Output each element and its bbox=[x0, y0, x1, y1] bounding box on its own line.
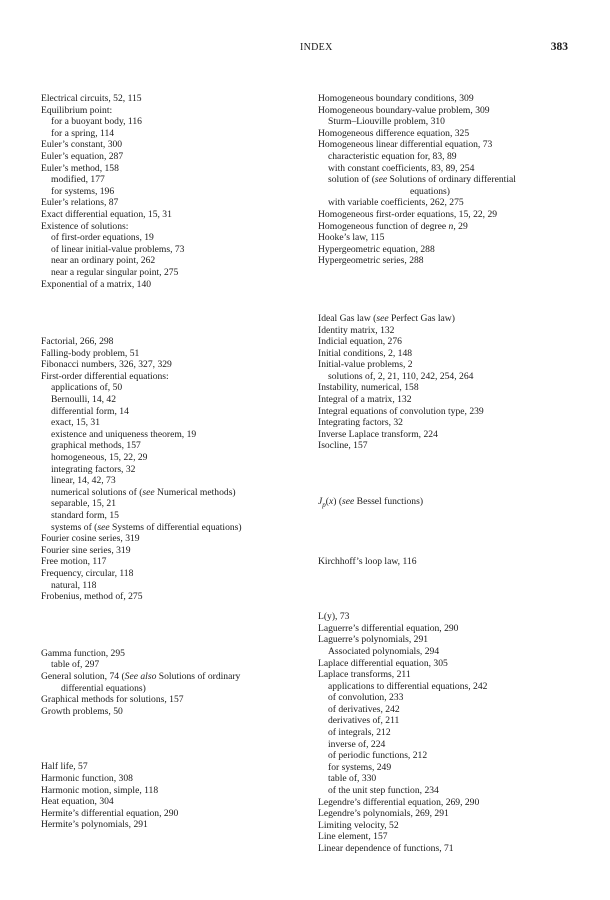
index-entry: L(y), 73 bbox=[318, 611, 350, 623]
index-subentry: exact, 15, 31 bbox=[51, 417, 101, 429]
index-entry: Laplace differential equation, 305 bbox=[318, 657, 448, 669]
index-entry: Isocline, 157 bbox=[318, 440, 368, 452]
index-entry: Linear dependence of functions, 71 bbox=[318, 843, 454, 854]
index-entry: Ideal Gas law (see Perfect Gas law) bbox=[318, 312, 455, 324]
index-subentry: numerical solutions of (see Numerical methods) bbox=[51, 486, 236, 498]
index-subentry: of linear initial-value problems, 73 bbox=[51, 243, 185, 255]
index-subentry: with constant coefficients, 83, 89, 254 bbox=[328, 162, 475, 174]
index-entry: Frequency, circular, 118 bbox=[41, 567, 134, 579]
index-entry: Hypergeometric series, 288 bbox=[318, 255, 424, 267]
index-entry: Instability, numerical, 158 bbox=[318, 382, 419, 394]
index-entry: Fourier cosine series, 319 bbox=[41, 533, 140, 545]
index-subentry: characteristic equation for, 83, 89 bbox=[328, 150, 457, 162]
index-entry: Equilibrium point: bbox=[41, 104, 113, 116]
index-entry: Homogeneous boundary-value problem, 309 bbox=[318, 104, 490, 116]
index-entry: Euler’s relations, 87 bbox=[41, 197, 119, 209]
index-entry: Hermite’s polynomials, 291 bbox=[41, 819, 148, 831]
index-subentry: integrating factors, 32 bbox=[51, 463, 136, 475]
index-subentry: solutions of, 2, 21, 110, 242, 254, 264 bbox=[328, 370, 474, 382]
index-entry: Harmonic motion, simple, 118 bbox=[41, 784, 159, 796]
running-head bbox=[0, 41, 610, 55]
index-entry: Laguerre’s differential equation, 290 bbox=[318, 622, 459, 634]
index-entry: Integrating factors, 32 bbox=[318, 417, 403, 429]
index-entry: Homogeneous first-order equations, 15, 22, 29 bbox=[318, 208, 498, 220]
index-entry: Fibonacci numbers, 326, 327, 329 bbox=[41, 359, 172, 371]
index-entry: Indicial equation, 276 bbox=[318, 336, 402, 348]
index-entry: Factorial, 266, 298 bbox=[41, 336, 114, 348]
index-column-right bbox=[318, 93, 588, 855]
index-subentry: graphical methods, 157 bbox=[51, 440, 141, 452]
index-subentry: solution of (see Solutions of ordinary differential bbox=[328, 174, 516, 186]
page-number: 383 bbox=[550, 41, 568, 53]
index-subentry: for systems, 249 bbox=[328, 761, 392, 773]
index-subentry: near an ordinary point, 262 bbox=[51, 255, 156, 267]
index-entry: Homogeneous difference equation, 325 bbox=[318, 127, 470, 139]
index-entry: Exact differential equation, 15, 31 bbox=[41, 208, 172, 220]
index-subentry: of derivatives, 242 bbox=[328, 703, 400, 715]
index-subentry: table of, 297 bbox=[51, 659, 100, 671]
index-subentry: for a spring, 114 bbox=[51, 127, 115, 139]
index-entry: Electrical circuits, 52, 115 bbox=[41, 93, 142, 104]
index-entry: $J_p(x)$ (see Bessel functions) bbox=[318, 496, 424, 509]
index-subentry: of periodic functions, 212 bbox=[328, 750, 428, 762]
index-subentry: standard form, 15 bbox=[51, 510, 119, 521]
index-entry: Hypergeometric equation, 288 bbox=[318, 243, 435, 255]
index-entry: Inverse Laplace transform, 224 bbox=[318, 428, 438, 440]
index-entry: Gamma function, 295 bbox=[41, 647, 125, 659]
index-entry: Hooke’s law, 115 bbox=[318, 232, 385, 244]
index-entry: Integral equations of convolution type, 239 bbox=[318, 405, 484, 417]
index-entry: Integral of a matrix, 132 bbox=[318, 394, 412, 406]
index-entry: Euler’s constant, 300 bbox=[41, 139, 123, 151]
index-entry: Kirchhoff’s loop law, 116 bbox=[318, 555, 417, 567]
index-entry: Fourier sine series, 319 bbox=[41, 544, 131, 556]
index-subentry: Bernoulli, 14, 42 bbox=[51, 394, 117, 406]
index-entry: Identity matrix, 132 bbox=[318, 324, 395, 336]
index-subentry: separable, 15, 21 bbox=[51, 498, 117, 510]
index-subentry: homogeneous, 15, 22, 29 bbox=[51, 452, 148, 464]
index-subentry: applications to differential equations, 242 bbox=[328, 680, 488, 692]
index-entry: Limiting velocity, 52 bbox=[318, 819, 399, 831]
index-subentry: existence and uniqueness theorem, 19 bbox=[51, 428, 197, 440]
index-subentry: of first-order equations, 19 bbox=[51, 232, 154, 244]
index-entry: Exponential of a matrix, 140 bbox=[41, 278, 152, 290]
index-entry: General solution, 74 (See also Solutions of ordinary bbox=[41, 670, 241, 682]
index-entry: Homogeneous boundary conditions, 309 bbox=[318, 93, 474, 104]
index-entry: Hermite’s differential equation, 290 bbox=[41, 807, 179, 819]
index-subentry: of convolution, 233 bbox=[328, 692, 404, 704]
index-subentry: systems of (see Systems of differential equations) bbox=[51, 521, 242, 533]
index-entry: First-order differential equations: bbox=[41, 370, 169, 382]
index-entry: Initial conditions, 2, 148 bbox=[318, 347, 413, 359]
index-entry: Graphical methods for solutions, 157 bbox=[41, 694, 184, 706]
index-subentry: near a regular singular point, 275 bbox=[51, 266, 179, 278]
index-subentry: of the unit step function, 234 bbox=[328, 785, 439, 797]
index-entry: Laplace transforms, 211 bbox=[318, 669, 411, 681]
index-subentry: Sturm–Liouville problem, 310 bbox=[328, 116, 445, 128]
index-subentry: derivatives of, 211 bbox=[328, 715, 400, 727]
index-entry: Legendre’s polynomials, 269, 291 bbox=[318, 808, 449, 820]
running-head-title: INDEX bbox=[300, 42, 333, 53]
index-entry: Half life, 57 bbox=[41, 761, 88, 773]
index-subentry: applications of, 50 bbox=[51, 382, 123, 394]
index-entry: Homogeneous function of degree n, 29 bbox=[318, 220, 468, 232]
index-subentry: differential form, 14 bbox=[51, 405, 129, 417]
index-column-left bbox=[41, 93, 311, 831]
index-entry: Growth problems, 50 bbox=[41, 705, 123, 717]
index-entry: Euler’s equation, 287 bbox=[41, 150, 124, 162]
index-entry: Euler’s method, 158 bbox=[41, 162, 119, 174]
index-entry: Line element, 157 bbox=[318, 831, 388, 843]
index-entry: Free motion, 117 bbox=[41, 556, 107, 568]
index-entry: Existence of solutions: bbox=[41, 220, 129, 232]
index-subentry: table of, 330 bbox=[328, 773, 377, 785]
index-subentry: Associated polynomials, 294 bbox=[328, 645, 440, 657]
index-subentry: modified, 177 bbox=[51, 174, 105, 186]
index-entry-continuation: equations) bbox=[410, 185, 450, 197]
index-subentry: linear, 14, 42, 73 bbox=[51, 475, 116, 487]
index-entry: Legendre’s differential equation, 269, 290 bbox=[318, 796, 480, 808]
index-entry: Heat equation, 304 bbox=[41, 796, 114, 808]
index-entry: Initial-value problems, 2 bbox=[318, 359, 413, 371]
index-entry: Frobenius, method of, 275 bbox=[41, 591, 143, 603]
index-subentry: inverse of, 224 bbox=[328, 738, 386, 750]
index-subentry: of integrals, 212 bbox=[328, 727, 391, 739]
index-subentry: with variable coefficients, 262, 275 bbox=[328, 197, 464, 209]
index-subentry: natural, 118 bbox=[51, 579, 97, 591]
index-entry: Falling-body problem, 51 bbox=[41, 347, 140, 359]
index-entry-continuation: differential equations) bbox=[61, 682, 146, 694]
index-subentry: for systems, 196 bbox=[51, 185, 115, 197]
index-entry: Laguerre’s polynomials, 291 bbox=[318, 634, 429, 646]
index-entry: Harmonic function, 308 bbox=[41, 772, 133, 784]
index-entry: Homogeneous linear differential equation, 73 bbox=[318, 139, 493, 151]
index-subentry: for a buoyant body, 116 bbox=[51, 116, 142, 128]
